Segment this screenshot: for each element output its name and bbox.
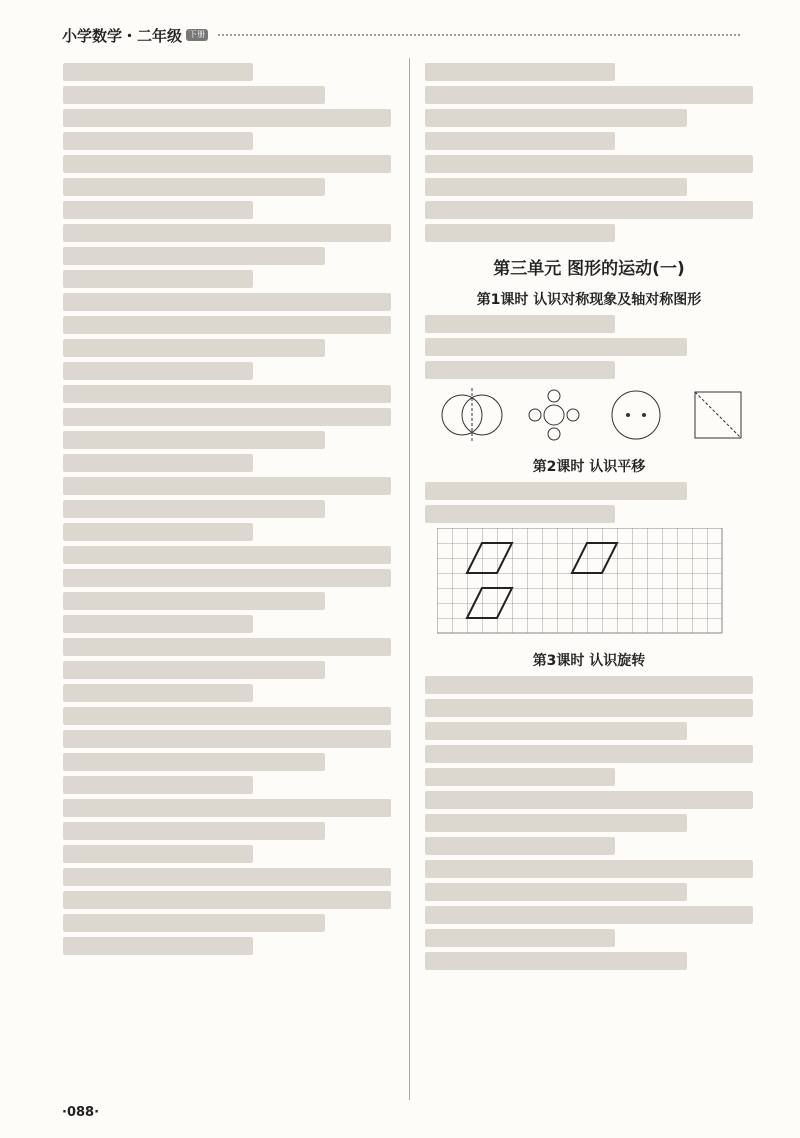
lesson-title: 第1课时 认识对称现象及轴对称图形 (476, 292, 702, 308)
column-divider (409, 58, 410, 1100)
translation-grid (437, 528, 737, 640)
text-line (63, 201, 253, 219)
unit-title: 第三单元 图形的运动(一) (493, 259, 685, 279)
text-line (63, 730, 391, 748)
text-line (63, 914, 325, 932)
text-line (425, 109, 687, 127)
text-line (63, 569, 391, 587)
text-line (63, 155, 391, 173)
text-line (63, 500, 325, 518)
symmetry-figure (683, 384, 753, 446)
lesson-title: 第2课时 认识平移 (532, 459, 646, 475)
text-line (425, 791, 753, 809)
text-line (425, 883, 687, 901)
text-line (63, 270, 253, 288)
text-line (63, 109, 391, 127)
text-line (63, 661, 325, 679)
text-line (63, 684, 253, 702)
text-line (425, 338, 687, 356)
text-line (63, 776, 253, 794)
text-line (63, 753, 325, 771)
text-line (63, 546, 391, 564)
symmetry-figure (601, 384, 671, 446)
text-line (63, 63, 253, 81)
text-line (63, 937, 253, 955)
text-line (63, 707, 391, 725)
text-line (425, 745, 753, 763)
text-line (425, 132, 615, 150)
book-title: 小学数学・二年级 (62, 26, 183, 45)
text-line (63, 86, 325, 104)
text-line (63, 362, 253, 380)
text-line (63, 385, 391, 403)
symmetry-figure (437, 384, 507, 446)
text-line (425, 178, 687, 196)
text-line (425, 906, 753, 924)
header-dotted-rule (218, 34, 740, 36)
text-line (63, 454, 253, 472)
text-line (63, 293, 391, 311)
text-line (425, 315, 615, 333)
text-line (63, 408, 391, 426)
text-line (425, 837, 615, 855)
text-line (63, 845, 253, 863)
text-line (63, 178, 325, 196)
text-line (425, 201, 753, 219)
right-column (425, 58, 753, 1100)
text-line (425, 361, 615, 379)
text-line (425, 224, 615, 242)
text-line (425, 155, 753, 173)
text-line (63, 868, 391, 886)
text-line (63, 477, 391, 495)
left-column (63, 58, 391, 1100)
page-number: ·088· (62, 1105, 100, 1120)
text-line (63, 523, 253, 541)
text-line (425, 676, 753, 694)
text-line (425, 86, 753, 104)
text-line (425, 699, 753, 717)
text-line (63, 592, 325, 610)
text-line (63, 224, 391, 242)
symmetry-figures (437, 384, 753, 446)
text-line (63, 132, 253, 150)
text-line (425, 929, 615, 947)
page-header (62, 24, 740, 46)
text-line (425, 482, 687, 500)
symmetry-figure (519, 384, 589, 446)
text-line (425, 505, 615, 523)
text-line (63, 638, 391, 656)
volume-badge: 下册 (186, 29, 208, 41)
text-line (63, 247, 325, 265)
text-line (63, 431, 325, 449)
text-line (425, 952, 687, 970)
text-line (425, 860, 753, 878)
lesson-title: 第3课时 认识旋转 (532, 653, 646, 669)
text-line (425, 768, 615, 786)
text-line (63, 615, 253, 633)
text-line (63, 316, 391, 334)
text-line (63, 891, 391, 909)
text-line (425, 63, 615, 81)
text-line (63, 339, 325, 357)
text-line (425, 722, 687, 740)
text-line (63, 799, 391, 817)
text-line (425, 814, 687, 832)
text-line (63, 822, 325, 840)
